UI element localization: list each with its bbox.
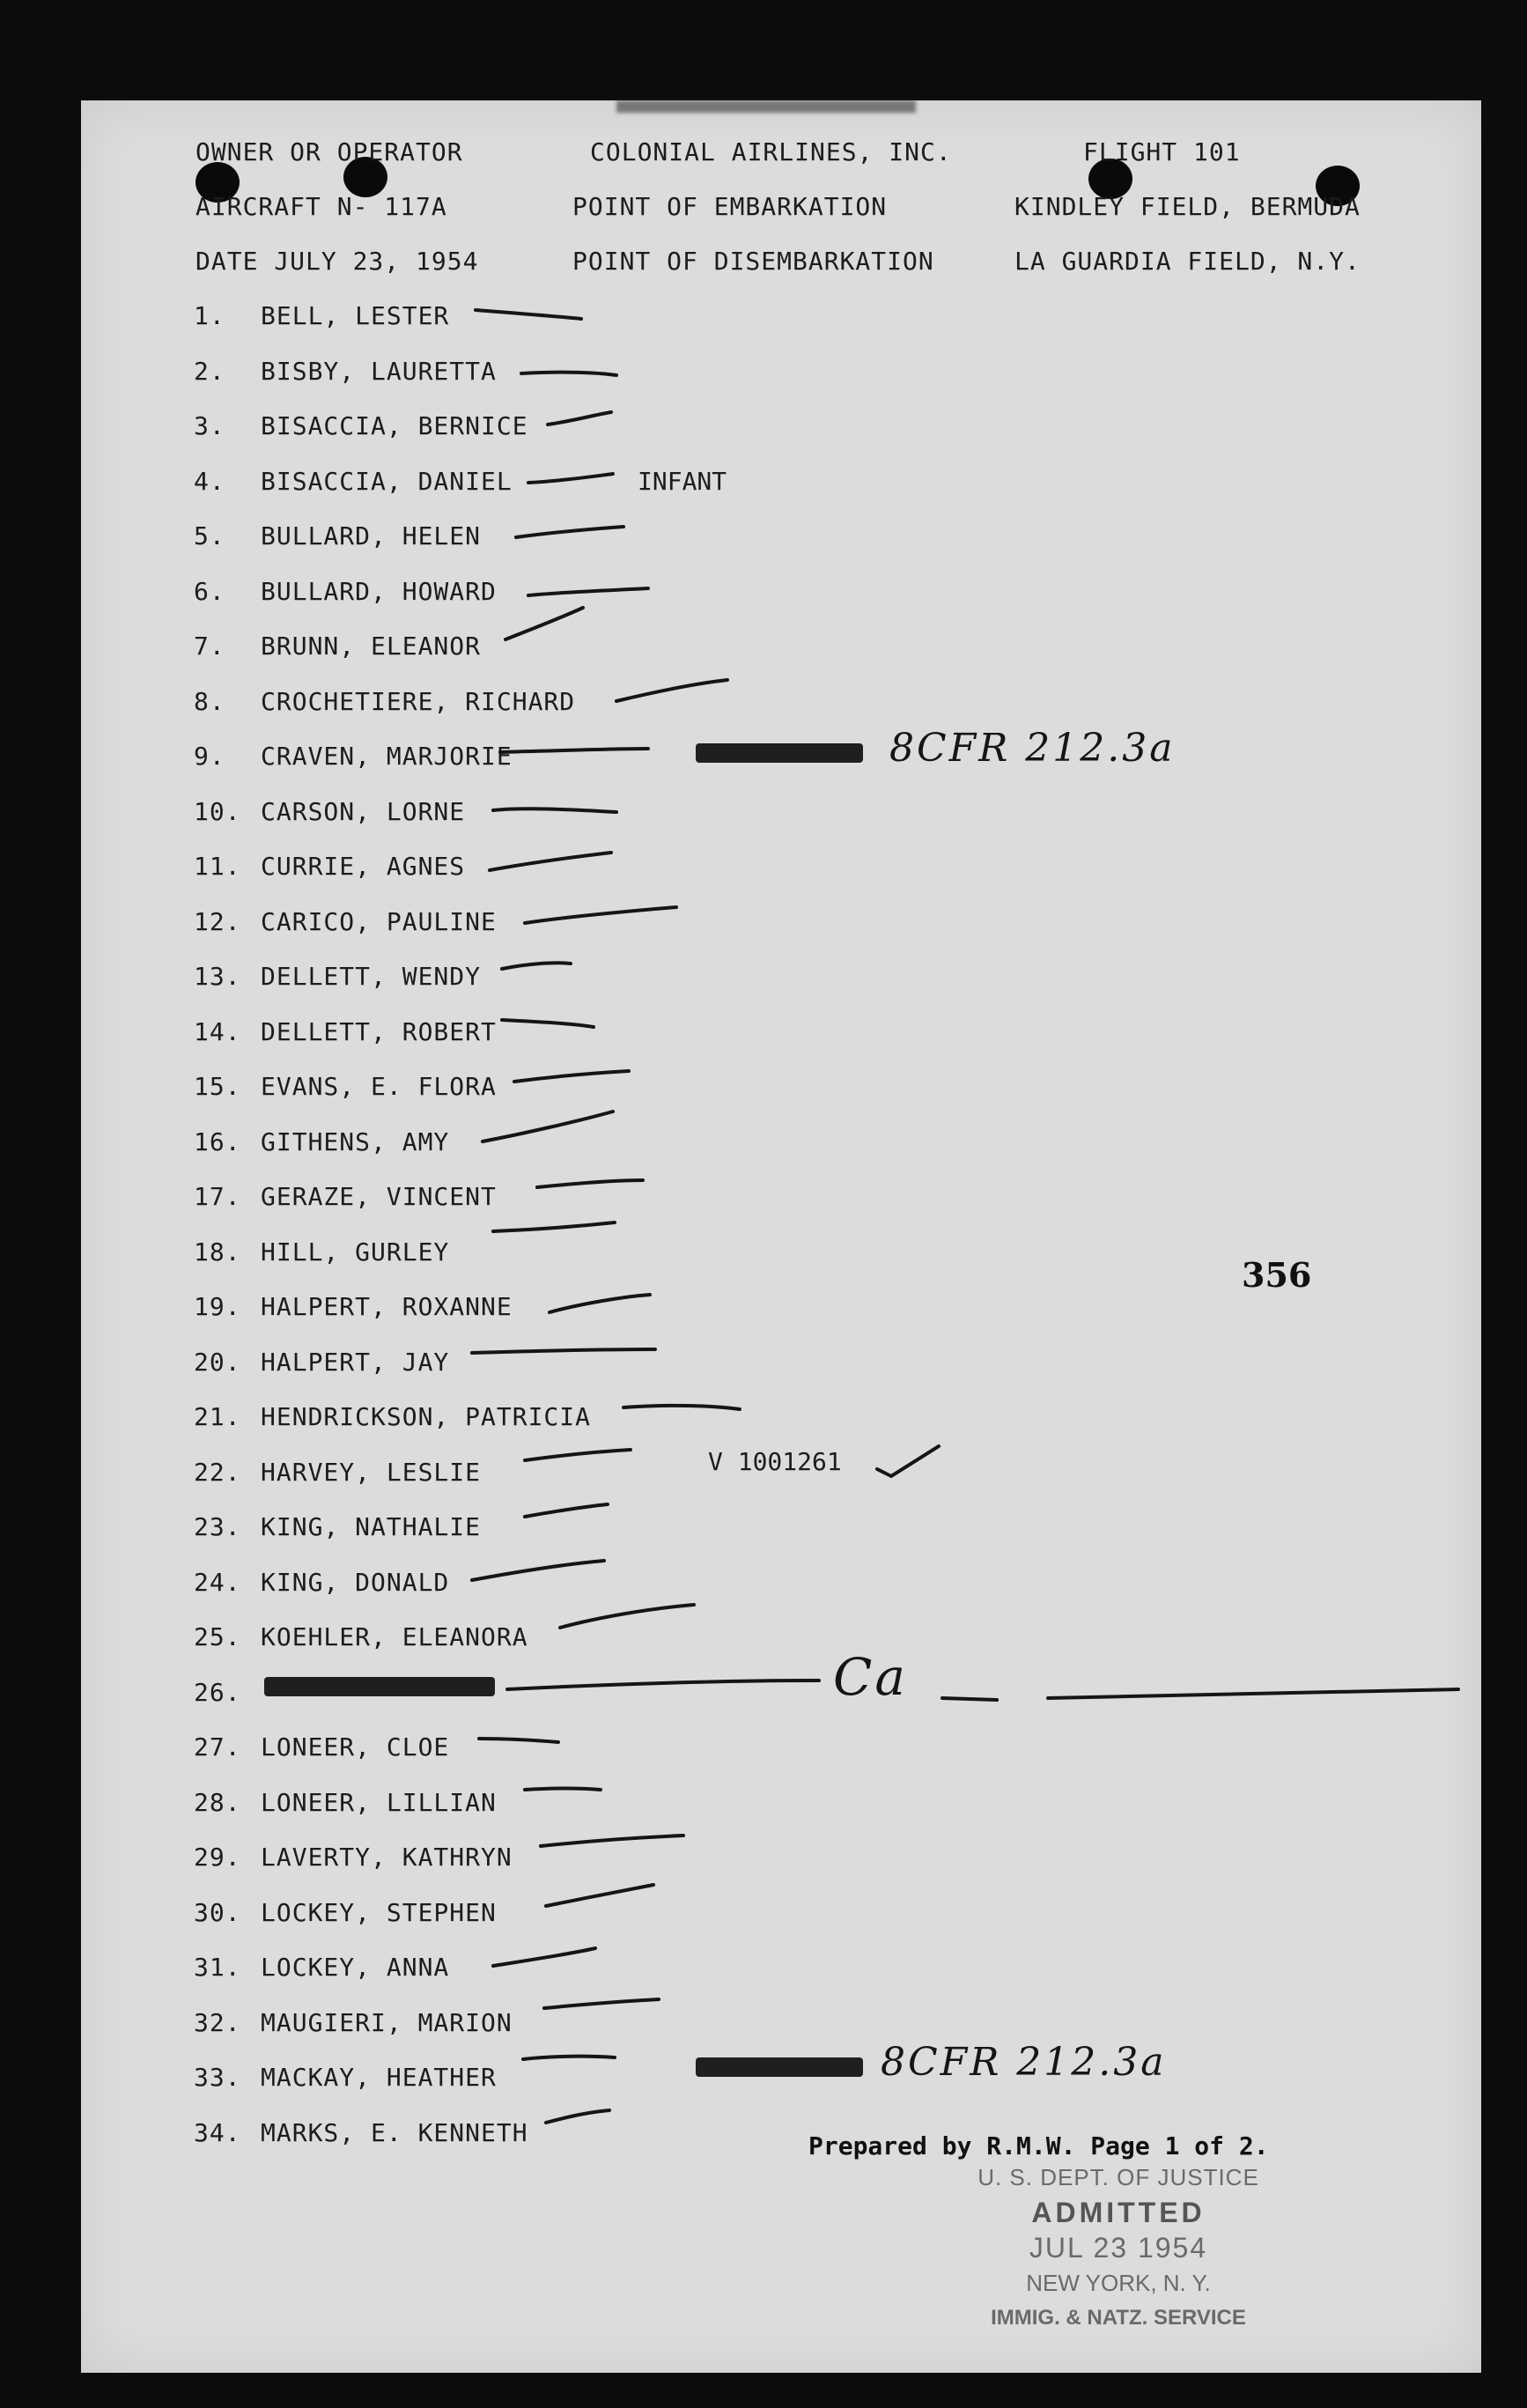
owner-label: OWNER OR OPERATOR bbox=[195, 137, 463, 166]
check-stroke bbox=[516, 527, 623, 537]
passenger-number: 1. bbox=[194, 301, 225, 330]
passenger-name: BELL, LESTER bbox=[261, 301, 450, 330]
check-stroke bbox=[521, 373, 616, 375]
disembarkation-label: POINT OF DISEMBARKATION bbox=[572, 247, 934, 276]
passenger-number: 2. bbox=[194, 357, 225, 386]
passenger-number: 10. bbox=[194, 797, 241, 826]
check-stroke bbox=[623, 1406, 740, 1409]
passenger-name: HALPERT, JAY bbox=[261, 1348, 450, 1377]
passenger-name: LOCKEY, STEPHEN bbox=[261, 1898, 497, 1927]
stamp-department: U. S. DEPT. OF JUSTICE bbox=[977, 2164, 1259, 2190]
infant-note: INFANT bbox=[638, 467, 727, 496]
passenger-number: 21. bbox=[194, 1402, 241, 1431]
stamp-admitted: ADMITTED bbox=[1031, 2197, 1206, 2228]
check-stroke bbox=[560, 1605, 694, 1628]
check-stroke bbox=[616, 680, 727, 701]
passenger-number: 3. bbox=[194, 411, 225, 440]
passenger-name: LOCKEY, ANNA bbox=[261, 1953, 450, 1982]
check-stroke bbox=[479, 1739, 558, 1742]
check-stroke bbox=[493, 809, 616, 812]
check-stroke bbox=[502, 1020, 594, 1027]
passenger-number: 5. bbox=[194, 521, 225, 550]
check-stroke bbox=[472, 1561, 604, 1580]
check-stroke bbox=[472, 1349, 655, 1353]
passenger-number: 24. bbox=[194, 1568, 241, 1597]
cfr-annotation: 8CFR 212.3a bbox=[881, 2040, 1167, 2085]
passenger-number: 9. bbox=[194, 742, 225, 771]
check-stroke bbox=[546, 2110, 609, 2123]
passenger-number: 33. bbox=[194, 2063, 241, 2092]
check-stroke bbox=[493, 1222, 615, 1231]
passenger-name: GITHENS, AMY bbox=[261, 1127, 450, 1156]
check-stroke bbox=[502, 963, 571, 969]
passenger-number: 7. bbox=[194, 632, 225, 661]
passenger-name: CRAVEN, MARJORIE bbox=[261, 742, 513, 771]
check-stroke bbox=[541, 1836, 683, 1846]
passenger-number: 14. bbox=[194, 1017, 241, 1046]
passenger-name: HALPERT, ROXANNE bbox=[261, 1292, 513, 1321]
passenger-name: LONEER, LILLIAN bbox=[261, 1788, 497, 1817]
passenger-name: CARICO, PAULINE bbox=[261, 907, 497, 936]
passenger-name: MARKS, E. KENNETH bbox=[261, 2118, 528, 2147]
passenger-name: HARVEY, LESLIE bbox=[261, 1458, 482, 1487]
passenger-number: 13. bbox=[194, 962, 241, 991]
passenger-name: BULLARD, HELEN bbox=[261, 521, 482, 550]
passenger-name: CURRIE, AGNES bbox=[261, 852, 466, 881]
check-stroke bbox=[537, 1180, 643, 1187]
passenger-name: BISBY, LAURETTA bbox=[261, 357, 497, 386]
passenger-number: 19. bbox=[194, 1292, 241, 1321]
check-stroke bbox=[528, 588, 648, 595]
handwritten-initials: Ca bbox=[833, 1647, 908, 1707]
check-stroke bbox=[544, 1999, 659, 2008]
check-stroke bbox=[514, 1071, 629, 1082]
check-stroke bbox=[483, 1112, 613, 1141]
check-stroke bbox=[476, 310, 581, 319]
check-stroke bbox=[550, 1295, 650, 1312]
passenger-number: 8. bbox=[194, 687, 225, 716]
check-stroke bbox=[500, 749, 648, 752]
passenger-number: 25. bbox=[194, 1622, 241, 1651]
passenger-name: DELLETT, WENDY bbox=[261, 962, 482, 991]
prepared-by-footer: Prepared by R.M.W. Page 1 of 2. bbox=[808, 2131, 1269, 2161]
passenger-name: KING, DONALD bbox=[261, 1568, 450, 1597]
passenger-name: GERAZE, VINCENT bbox=[261, 1182, 497, 1211]
check-stroke bbox=[1048, 1689, 1458, 1698]
check-stroke bbox=[525, 1450, 631, 1460]
passenger-number: 30. bbox=[194, 1898, 241, 1927]
passenger-number: 26. bbox=[194, 1678, 241, 1707]
date-label: DATE JULY 23, 1954 bbox=[195, 247, 479, 276]
passenger-number: 6. bbox=[194, 577, 225, 606]
stamp-service: IMMIG. & NATZ. SERVICE bbox=[991, 2306, 1246, 2330]
check-stroke bbox=[877, 1446, 939, 1476]
check-stroke bbox=[942, 1698, 997, 1700]
passenger-name: LONEER, CLOE bbox=[261, 1732, 450, 1762]
passenger-name: DELLETT, ROBERT bbox=[261, 1017, 497, 1046]
passenger-number: 22. bbox=[194, 1458, 241, 1487]
stamp-city: NEW YORK, N. Y. bbox=[1026, 2270, 1211, 2296]
passenger-name: EVANS, E. FLORA bbox=[261, 1072, 497, 1101]
passenger-name: BISACCIA, BERNICE bbox=[261, 411, 528, 440]
passenger-number: 15. bbox=[194, 1072, 241, 1101]
passenger-name: CROCHETIERE, RICHARD bbox=[261, 687, 576, 716]
flight-number: FLIGHT 101 bbox=[1083, 137, 1241, 166]
passenger-name: KOEHLER, ELEANORA bbox=[261, 1622, 528, 1651]
passenger-name: BULLARD, HOWARD bbox=[261, 577, 497, 606]
passenger-number: 32. bbox=[194, 2008, 241, 2037]
check-stroke bbox=[490, 853, 611, 870]
passenger-number: 4. bbox=[194, 467, 225, 496]
owner-value: COLONIAL AIRLINES, INC. bbox=[590, 137, 952, 166]
passenger-number: 27. bbox=[194, 1732, 241, 1762]
stamp-date: JUL 23 1954 bbox=[1029, 2232, 1208, 2264]
page-number-stamp: 356 bbox=[1242, 1255, 1312, 1295]
passenger-number: 20. bbox=[194, 1348, 241, 1377]
passenger-name: HILL, GURLEY bbox=[261, 1237, 450, 1267]
embarkation-value: KINDLEY FIELD, BERMUDA bbox=[1014, 192, 1361, 221]
passenger-number: 23. bbox=[194, 1512, 241, 1541]
passenger-number: 28. bbox=[194, 1788, 241, 1817]
passenger-name: MACKAY, HEATHER bbox=[261, 2063, 497, 2092]
visa-number: V 1001261 bbox=[708, 1447, 842, 1476]
check-stroke bbox=[546, 1885, 653, 1906]
passenger-number: 12. bbox=[194, 907, 241, 936]
check-stroke bbox=[493, 1948, 595, 1966]
check-stroke bbox=[525, 1504, 608, 1517]
passenger-name: KING, NATHALIE bbox=[261, 1512, 482, 1541]
passenger-name: BISACCIA, DANIEL bbox=[261, 467, 513, 496]
passenger-number: 34. bbox=[194, 2118, 241, 2147]
disembarkation-value: LA GUARDIA FIELD, N.Y. bbox=[1014, 247, 1361, 276]
check-stroke bbox=[505, 608, 583, 639]
passenger-name: LAVERTY, KATHRYN bbox=[261, 1843, 513, 1872]
check-stroke bbox=[528, 474, 613, 483]
check-stroke bbox=[523, 2057, 615, 2059]
passenger-name: BRUNN, ELEANOR bbox=[261, 632, 482, 661]
passenger-number: 29. bbox=[194, 1843, 241, 1872]
passenger-name: MAUGIERI, MARION bbox=[261, 2008, 513, 2037]
passenger-number: 17. bbox=[194, 1182, 241, 1211]
aircraft-label: AIRCRAFT N- 117A bbox=[195, 192, 447, 221]
passenger-name: HENDRICKSON, PATRICIA bbox=[261, 1402, 592, 1431]
embarkation-label: POINT OF EMBARKATION bbox=[572, 192, 888, 221]
check-stroke bbox=[525, 1789, 601, 1791]
passenger-name: CARSON, LORNE bbox=[261, 797, 466, 826]
passenger-number: 11. bbox=[194, 852, 241, 881]
passenger-number: 31. bbox=[194, 1953, 241, 1982]
check-stroke bbox=[507, 1680, 819, 1689]
check-stroke bbox=[548, 412, 611, 425]
passenger-number: 18. bbox=[194, 1237, 241, 1267]
passenger-number: 16. bbox=[194, 1127, 241, 1156]
check-stroke bbox=[525, 907, 676, 923]
cfr-annotation: 8CFR 212.3a bbox=[889, 726, 1176, 771]
